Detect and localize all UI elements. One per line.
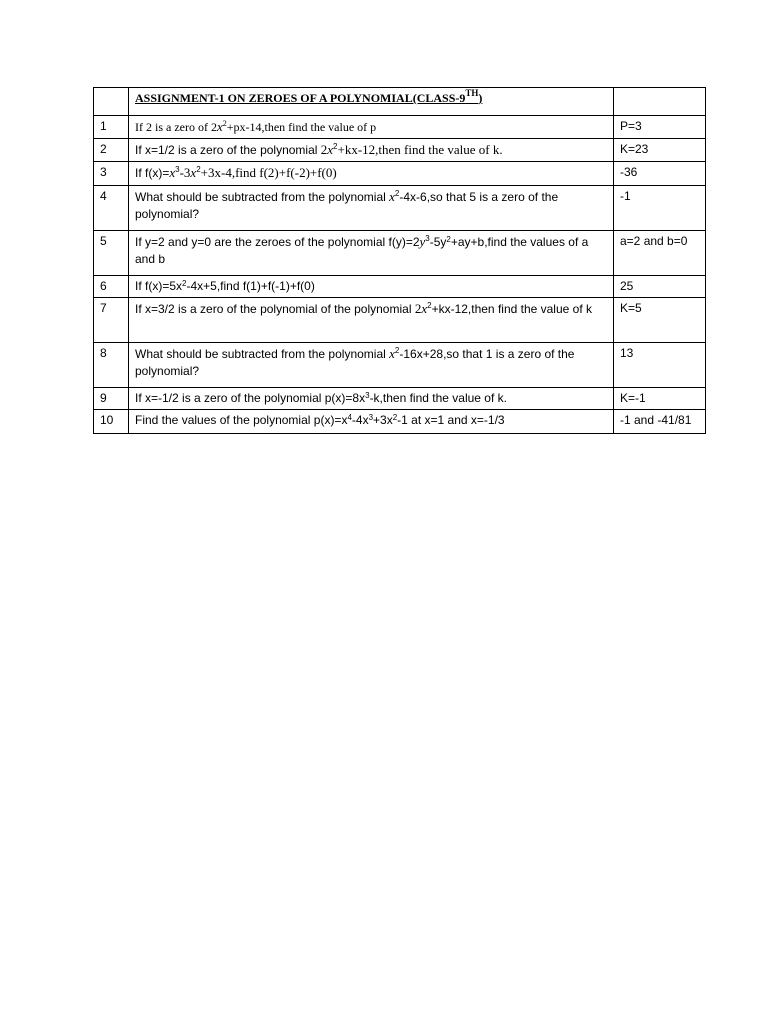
- assignment-sheet: [93, 87, 705, 434]
- answer-text: 13: [614, 343, 706, 388]
- question-text: If x=1/2 is a zero of the polynomial $2x^2+kx-12,then$ find the value of k.: [129, 139, 614, 162]
- question-text: What should be subtracted from the polynomial $x^2-16x+28,so$ that 1 is a zero of the polynomial?: [129, 343, 614, 388]
- answer-text: 25: [614, 276, 706, 298]
- question-text: If x=-1/2 is a zero of the polynomial $p(x)=8x^3-k,then$ find the value of k.: [129, 388, 614, 410]
- question-number: 2: [94, 139, 129, 162]
- question-number: 7: [94, 298, 129, 343]
- question-number: 10: [94, 410, 129, 434]
- answer-text: P=3: [614, 116, 706, 139]
- question-text: What should be subtracted from the polynomial $x^2-4x-6,so$ that 5 is a zero of the polynomial?: [129, 186, 614, 231]
- question-number: 1: [94, 116, 129, 139]
- answer-text: -36: [614, 162, 706, 186]
- table-row: [94, 388, 706, 410]
- question-number: 8: [94, 343, 129, 388]
- title-row: [94, 88, 706, 116]
- question-text: If $f(x)=5x^2-4x+5,find$ f(1)+f(-1)+f(0): [129, 276, 614, 298]
- table-row: [94, 343, 706, 388]
- table-row: [94, 298, 706, 343]
- assignment-title: ASSIGNMENT-1 ON ZEROES OF A POLYNOMIAL(CLASS-9TH): [129, 88, 614, 116]
- question-number: 3: [94, 162, 129, 186]
- table-row: [94, 139, 706, 162]
- question-text: If $f(x)=x^3-3x^2+3x-4,find$ f(2)+f(-2)+f(0): [129, 162, 614, 186]
- question-text: If 2 is a zero of $2x^2+px-14,then$ find the value of p: [129, 116, 614, 139]
- question-number: 9: [94, 388, 129, 410]
- question-number: 6: [94, 276, 129, 298]
- question-text: If x=3/2 is a zero of the polynomial of the polynomial $2x^2+kx-12,then$ find the value of k: [129, 298, 614, 343]
- title-num-cell: [94, 88, 129, 116]
- answer-text: a=2 and b=0: [614, 231, 706, 276]
- answer-text: -1: [614, 186, 706, 231]
- table-row: [94, 162, 706, 186]
- question-number: 5: [94, 231, 129, 276]
- table-row: [94, 231, 706, 276]
- answer-text: K=-1: [614, 388, 706, 410]
- answer-text: K=23: [614, 139, 706, 162]
- table-row: [94, 410, 706, 434]
- table-row: [94, 186, 706, 231]
- answer-text: K=5: [614, 298, 706, 343]
- question-number: 4: [94, 186, 129, 231]
- table-row: [94, 276, 706, 298]
- assignment-table: [93, 87, 706, 434]
- title-answer-cell: [614, 88, 706, 116]
- question-text: Find the values of the polynomial $p(x)=x^4-4x^3+3x^2-1$ at x=1 and x=-1/3: [129, 410, 614, 434]
- question-text: If y=2 and y=0 are the zeroes of the polynomial $f(y)=2y^3-5y^2+ay+b,find$ the values of a and b: [129, 231, 614, 276]
- answer-text: -1 and -41/81: [614, 410, 706, 434]
- table-row: [94, 116, 706, 139]
